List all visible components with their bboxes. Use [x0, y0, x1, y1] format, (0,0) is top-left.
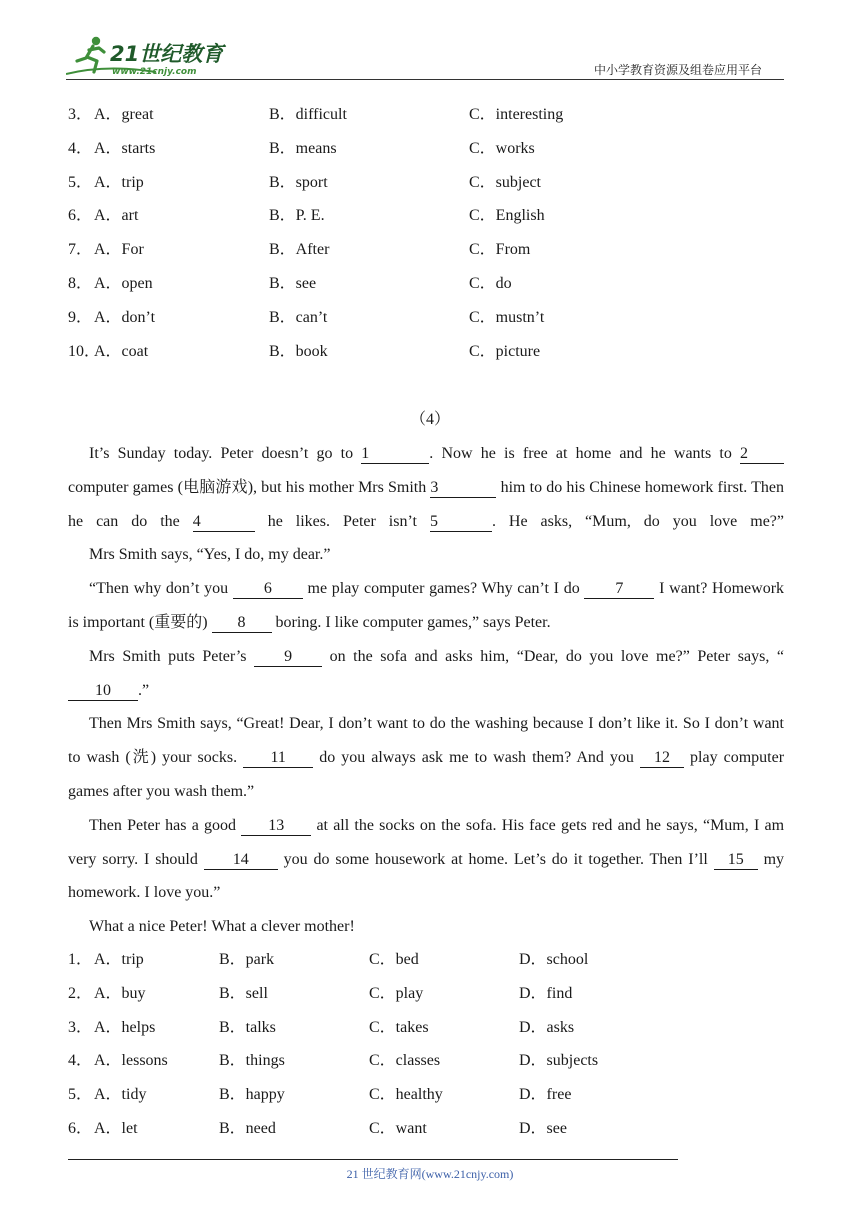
option-c[interactable]: C．subject — [469, 173, 541, 191]
option-b[interactable]: B．sell — [219, 984, 268, 1002]
passage-line: Mrs Smith says, “Yes, I do, my dear.” — [89, 546, 331, 564]
option-row — [0, 1050, 860, 1072]
option-c[interactable]: C．healthy — [369, 1086, 443, 1104]
option-c[interactable]: C．do — [469, 275, 512, 292]
question-number: 10． — [68, 342, 101, 360]
option-c[interactable]: C．mustn’t — [469, 308, 545, 326]
option-c[interactable]: C．takes — [369, 1018, 429, 1036]
question-number: 3． — [68, 1018, 93, 1036]
option-row — [0, 341, 860, 363]
option-row — [0, 104, 860, 126]
option-b[interactable]: B．things — [219, 1052, 285, 1070]
blank-12[interactable]: 12 — [640, 749, 684, 768]
question-number: 6． — [68, 207, 93, 225]
site-logo — [66, 34, 236, 78]
option-row — [0, 239, 860, 261]
option-row — [0, 273, 860, 295]
blank-14[interactable]: 14 — [204, 851, 278, 870]
option-a[interactable]: A．helps — [94, 1018, 156, 1036]
question-number: 1． — [68, 951, 93, 968]
passage-line: What a nice Peter! What a clever mother! — [89, 918, 355, 936]
option-row — [0, 1017, 860, 1039]
blank-8[interactable]: 8 — [212, 614, 272, 633]
footer-divider — [68, 1159, 678, 1160]
option-b[interactable]: B．need — [219, 1120, 276, 1137]
question-number: 9． — [68, 308, 93, 326]
blank-3[interactable]: 3 — [430, 479, 496, 498]
option-a[interactable]: A．trip — [94, 173, 144, 191]
option-b[interactable]: B．park — [219, 951, 275, 968]
option-a[interactable]: A．don’t — [94, 308, 156, 326]
option-b[interactable]: B．difficult — [269, 106, 347, 123]
question-number: 4． — [68, 1052, 93, 1070]
option-b[interactable]: B．talks — [219, 1018, 276, 1036]
option-b[interactable]: B．can’t — [269, 308, 328, 326]
question-number: 2． — [68, 984, 93, 1002]
question-number: 7． — [68, 241, 93, 259]
option-a[interactable]: A．buy — [94, 984, 146, 1002]
option-a[interactable]: A．open — [94, 275, 153, 292]
blank-1[interactable]: 1 — [361, 445, 429, 464]
header-divider — [66, 79, 784, 80]
logo-url: www.21cnjy.com — [112, 67, 197, 77]
passage-line: Then Peter has a good 13 at all the socks on the sofa. His face gets red and he says, “Mum, I am very sorry. I should 14 you do some housework at home. Let’s do it together. Then I’ll 15 my homework. I love you.” — [68, 816, 785, 902]
blank-11[interactable]: 11 — [243, 749, 313, 768]
question-number: 8． — [68, 275, 93, 292]
option-a[interactable]: A．art — [94, 207, 139, 225]
option-c[interactable]: C．English — [469, 207, 545, 225]
option-row — [0, 307, 860, 329]
passage-line: Then Mrs Smith says, “Great! Dear, I don’t want to do the washing because I don’t like it. So I don’t want to wash (洗) your socks. 11 do you always ask me to wash them? And you 12 play computer games after you wash them.” — [68, 715, 785, 800]
option-b[interactable]: B．P. E. — [269, 207, 325, 225]
option-a[interactable]: A．coat — [94, 342, 149, 360]
header-tagline: 中小学教育资源及组卷应用平台 — [594, 63, 763, 77]
option-c[interactable]: C．picture — [469, 342, 541, 360]
option-a[interactable]: A．tidy — [94, 1086, 147, 1104]
option-b[interactable]: B．sport — [269, 173, 328, 191]
option-d[interactable]: D．free — [519, 1086, 572, 1104]
option-a[interactable]: A．great — [94, 106, 154, 123]
blank-7[interactable]: 7 — [584, 580, 654, 599]
option-d[interactable]: D．school — [519, 951, 589, 968]
question-number: 6． — [68, 1120, 93, 1137]
option-row — [0, 172, 860, 194]
option-row — [0, 983, 860, 1005]
option-row — [0, 205, 860, 227]
question-number: 3． — [68, 106, 93, 123]
section-title: （4） — [409, 411, 450, 428]
option-c[interactable]: C．bed — [369, 951, 419, 968]
option-row — [0, 1084, 860, 1106]
option-c[interactable]: C．works — [469, 139, 535, 157]
blank-9[interactable]: 9 — [254, 648, 322, 667]
option-c[interactable]: C．classes — [369, 1052, 441, 1070]
blank-5[interactable]: 5 — [430, 513, 492, 532]
option-a[interactable]: A．For — [94, 241, 144, 259]
option-d[interactable]: D．find — [519, 984, 573, 1002]
option-b[interactable]: B．happy — [219, 1086, 285, 1104]
option-a[interactable]: A．starts — [94, 139, 156, 157]
option-d[interactable]: D．subjects — [519, 1052, 599, 1070]
question-number: 5． — [68, 173, 93, 191]
option-b[interactable]: B．After — [269, 241, 330, 259]
passage-line: Mrs Smith puts Peter’s 9 on the sofa and asks him, “Dear, do you love me?” Peter says, “10 .” — [68, 640, 784, 708]
option-c[interactable]: C．interesting — [469, 106, 564, 123]
question-number: 5． — [68, 1086, 93, 1104]
option-b[interactable]: B．see — [269, 275, 317, 292]
option-row — [0, 138, 860, 160]
blank-6[interactable]: 6 — [233, 580, 303, 599]
blank-10[interactable]: 10 — [68, 682, 138, 701]
blank-4[interactable]: 4 — [193, 513, 255, 532]
passage-line: “Then why don’t you 6 me play computer games? Why can’t I do 7 I want? Homework is important (重要的) 8 boring. I like computer games,” says Peter. — [68, 580, 785, 631]
option-b[interactable]: B．book — [269, 342, 328, 360]
option-row — [0, 949, 860, 971]
option-c[interactable]: C．want — [369, 1120, 427, 1137]
option-b[interactable]: B．means — [269, 139, 337, 157]
passage-line: computer games (电脑游戏), but his mother Mrs Smith 3 him to do his Chinese homework first. Then he can do the 4 he likes. Peter isn’t 5 . He asks, “Mum, do you love me?” — [68, 478, 785, 530]
passage-line: It’s Sunday today. Peter doesn’t go to 1 . Now he is free at home and he wants to 2 — [68, 437, 784, 471]
option-a[interactable]: A．lessons — [94, 1052, 168, 1070]
question-number: 4． — [68, 139, 93, 157]
option-a[interactable]: A．trip — [94, 951, 144, 968]
logo-text: 21世纪教育 — [110, 42, 224, 66]
option-a[interactable]: A．let — [94, 1120, 138, 1137]
option-d[interactable]: D．asks — [519, 1018, 575, 1036]
blank-15[interactable]: 15 — [714, 851, 758, 870]
blank-13[interactable]: 13 — [241, 817, 311, 836]
option-row — [0, 1118, 860, 1140]
passage — [68, 437, 784, 944]
option-d[interactable]: D．see — [519, 1120, 567, 1137]
option-c[interactable]: C．play — [369, 984, 424, 1002]
footer-text: 21 世纪教育网(www.21cnjy.com) — [346, 1167, 514, 1181]
option-c[interactable]: C．From — [469, 241, 531, 259]
blank-2[interactable]: 2 — [740, 445, 784, 464]
